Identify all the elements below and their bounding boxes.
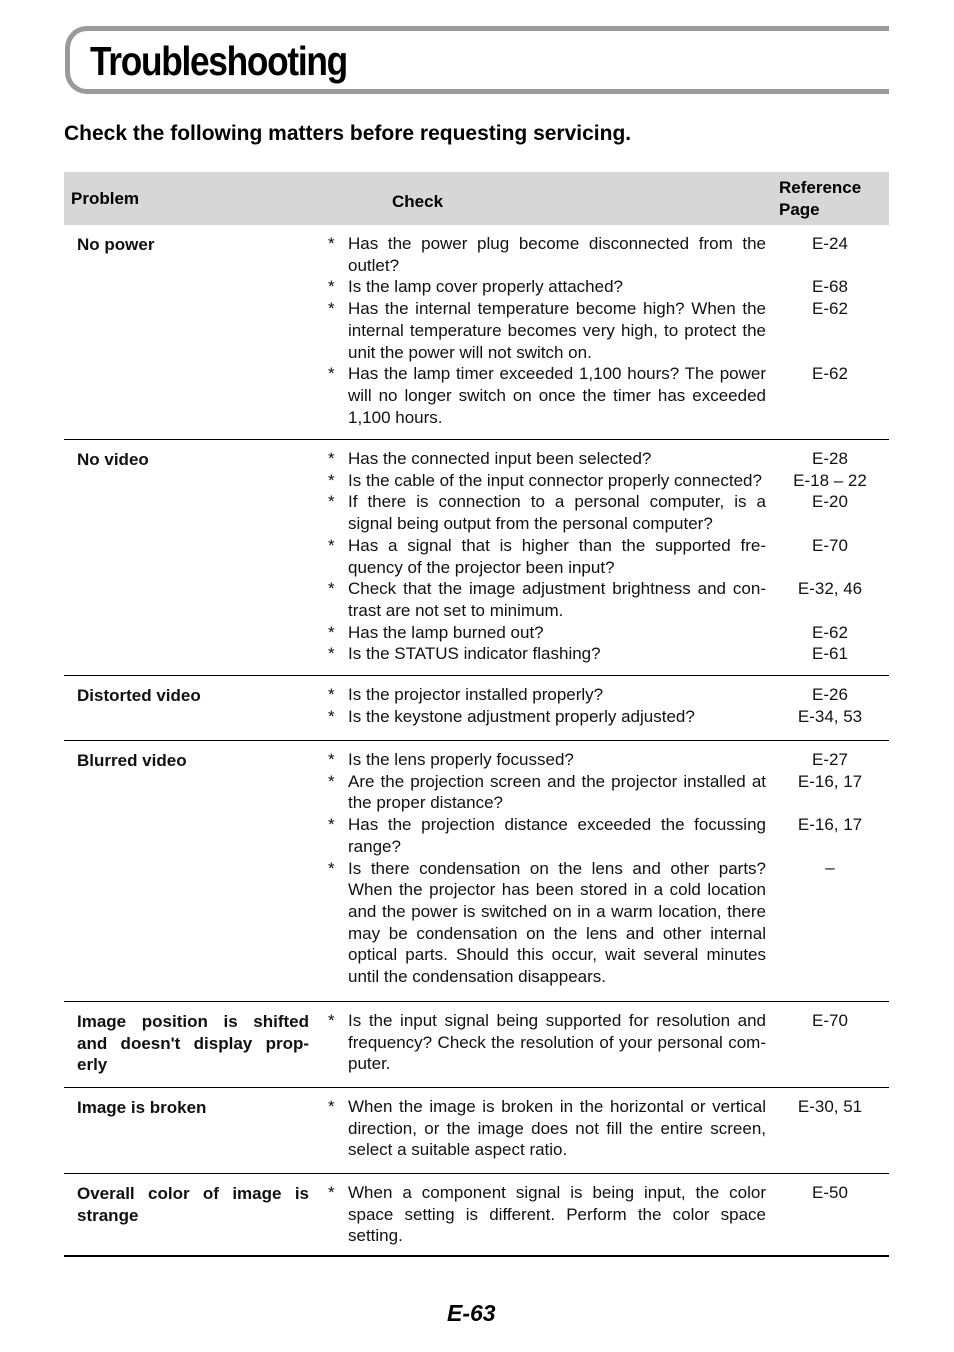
check-item — [328, 1182, 766, 1247]
reference-page — [776, 836, 884, 858]
table-row — [64, 1174, 889, 1257]
bullet-asterisk: * — [328, 234, 335, 253]
reference-page: E-70 — [812, 1011, 848, 1030]
header-check: Check — [392, 192, 444, 211]
reference-page — [776, 255, 884, 277]
check-item — [328, 1096, 766, 1161]
check-item — [328, 814, 766, 857]
check-item — [328, 1010, 766, 1075]
bullet-asterisk: * — [328, 492, 335, 512]
table-row — [64, 440, 889, 676]
bullet-asterisk: * — [328, 579, 335, 599]
reference-page: E-62 — [812, 364, 848, 384]
table-row — [64, 1088, 889, 1174]
bullet-asterisk: * — [328, 750, 335, 769]
check-text: Is the cable of the input connector properly connected? — [348, 470, 762, 490]
reference-page — [776, 341, 884, 363]
table-row — [64, 225, 889, 440]
check-text: If there is connection to a personal computer, is a signal being output from the personal computer? — [348, 492, 766, 534]
check-text: Is the projector installed properly? — [348, 685, 604, 704]
bullet-asterisk: * — [328, 622, 335, 642]
problem-cell: Distorted video — [77, 686, 201, 705]
check-item — [328, 233, 766, 276]
reference-page: E-32, 46 — [797, 579, 863, 599]
reference-page: E-62 — [812, 622, 848, 642]
problem-cell: No power — [77, 235, 155, 254]
bullet-asterisk: * — [328, 364, 335, 384]
check-text: Check that the image adjustment brightness and con-trast are not set to minimum. — [348, 579, 766, 620]
bullet-asterisk: * — [328, 1011, 335, 1030]
bullet-asterisk: * — [328, 815, 335, 835]
check-item — [328, 622, 766, 644]
bullet-asterisk: * — [328, 1183, 335, 1202]
check-item — [328, 684, 766, 706]
check-text: Is there condensation on the lens and other parts? When the projector has been stored in a cold location and the power is switched on in a warm location, there may be condensation on the lens and other internal optical parts. Should this occur, wait several minutes until the condensation disappears. — [348, 858, 766, 987]
check-item — [328, 858, 766, 988]
check-text: When a component signal is being input, the color space setting is different. Perform the color space setting. — [348, 1183, 766, 1246]
problem-cell: Blurred video — [77, 751, 187, 770]
reference-page — [776, 513, 884, 535]
check-cell — [328, 1096, 766, 1161]
check-cell — [328, 448, 766, 665]
check-text: Are the projection screen and the projector installed at the proper distance? — [348, 771, 766, 813]
check-cell — [328, 1010, 766, 1075]
bullet-asterisk: * — [328, 449, 335, 468]
check-text: Is the lamp cover properly attached? — [348, 277, 623, 297]
bullet-asterisk: * — [328, 277, 335, 297]
reference-page: E-18 – 22 — [793, 470, 867, 490]
header-problem: Problem — [71, 189, 140, 208]
check-item — [328, 749, 766, 771]
reference-page: E-30, 51 — [797, 1097, 863, 1116]
check-text: Is the input signal being supported for resolution and frequency? Check the resolution of your personal com-puter. — [348, 1011, 766, 1074]
table-row — [64, 741, 889, 1002]
reference-page — [776, 556, 884, 578]
check-item — [328, 363, 766, 428]
check-item — [328, 706, 766, 728]
problem-cell: Image is broken — [77, 1098, 207, 1117]
table-header — [64, 172, 889, 225]
reference-page: E-16, 17 — [797, 815, 863, 835]
reference-page: E-34, 53 — [797, 706, 863, 726]
reference-cell — [776, 749, 884, 879]
bullet-asterisk: * — [328, 706, 335, 726]
bullet-asterisk: * — [328, 771, 335, 791]
check-text: Is the STATUS indicator flashing? — [348, 644, 601, 664]
reference-page: – — [825, 858, 835, 878]
reference-page: E-20 — [812, 492, 848, 512]
problem-cell: No video — [77, 450, 149, 469]
reference-page: E-50 — [812, 1183, 848, 1202]
check-text: When the image is broken in the horizontal or vertical direction, or the image does not fill the entire screen, select a suitable aspect ratio. — [348, 1097, 766, 1160]
check-text: Has a signal that is higher than the supported fre-quency of the projector been input? — [348, 535, 766, 577]
reference-cell — [776, 1096, 884, 1118]
reference-page: E-62 — [812, 299, 848, 319]
table-row — [64, 676, 889, 741]
check-item — [328, 535, 766, 578]
check-cell — [328, 233, 766, 428]
reference-cell — [776, 1182, 884, 1204]
reference-cell — [776, 1010, 884, 1032]
check-text: Has the power plug become disconnected from the outlet? — [348, 234, 766, 275]
bullet-asterisk: * — [328, 858, 335, 878]
bullet-asterisk: * — [328, 535, 335, 555]
check-item — [328, 448, 766, 470]
bullet-asterisk: * — [328, 644, 335, 664]
reference-page: E-28 — [812, 449, 848, 468]
bullet-asterisk: * — [328, 470, 335, 490]
check-text: Has the connected input been selected? — [348, 449, 652, 468]
check-item — [328, 643, 766, 665]
check-cell — [328, 749, 766, 988]
reference-cell — [776, 448, 884, 665]
reference-page: E-70 — [812, 535, 848, 555]
header-reference — [779, 177, 861, 221]
bullet-asterisk: * — [328, 1097, 335, 1116]
reference-cell — [776, 684, 884, 727]
reference-page: E-16, 17 — [797, 771, 863, 791]
check-item — [328, 578, 766, 621]
check-text: Has the lamp timer exceeded 1,100 hours? The power will no longer switch on once the timer has exceeded 1,100 hours. — [348, 364, 766, 427]
bullet-asterisk: * — [328, 685, 335, 704]
section-subtitle: Check the following matters before requesting servicing. — [64, 122, 632, 145]
check-cell — [328, 1182, 766, 1247]
problem-cell: Overall color of image is strange — [77, 1184, 309, 1225]
page-title: Troubleshooting — [90, 38, 347, 84]
reference-page — [776, 792, 884, 814]
reference-page: E-27 — [812, 750, 848, 769]
reference-page — [776, 600, 884, 622]
check-item — [328, 491, 766, 534]
check-text: Has the internal temperature become high? When the internal temperature becomes very high, to protect the unit the power will not switch on. — [348, 299, 766, 362]
reference-page: E-61 — [812, 644, 848, 664]
reference-page: E-68 — [812, 277, 848, 297]
table-row — [64, 1002, 889, 1088]
bullet-asterisk: * — [328, 299, 335, 319]
check-text: Has the lamp burned out? — [348, 622, 544, 642]
check-item — [328, 298, 766, 363]
check-text: Is the keystone adjustment properly adjusted? — [348, 706, 695, 726]
header-reference-line2: Page — [779, 200, 820, 219]
reference-page: E-24 — [812, 234, 848, 253]
check-cell — [328, 684, 766, 727]
check-text: Is the lens properly focussed? — [348, 750, 574, 769]
reference-page: E-26 — [812, 685, 848, 704]
header-reference-line1: Reference — [779, 178, 862, 197]
problem-cell: Image position is shifted and doesn't display prop-erly — [77, 1012, 309, 1075]
check-item — [328, 771, 766, 814]
reference-cell — [776, 233, 884, 385]
reference-page — [776, 320, 884, 342]
check-item — [328, 470, 766, 492]
check-text: Has the projection distance exceeded the focussing range? — [348, 815, 766, 856]
check-item — [328, 276, 766, 298]
page-number: E-63 — [447, 1300, 496, 1326]
